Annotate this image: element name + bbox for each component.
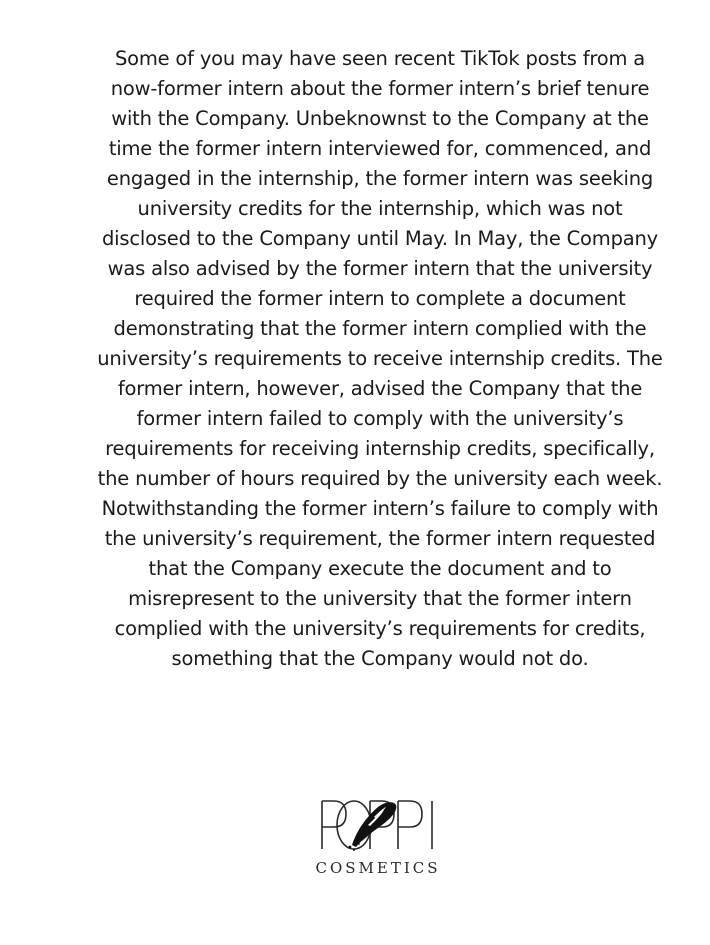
statement-line: requirements for receiving internship credits, specifically, [105,437,655,460]
statement-line: former intern failed to comply with the university’s [136,407,624,430]
statement-line: required the former intern to complete a document [134,287,626,310]
statement-line: demonstrating that the former intern complied with the [113,317,647,340]
statement-line: Some of you may have seen recent TikTok posts from a [114,47,646,70]
logo-subtitle: COSMETICS [315,859,441,877]
statement-line: now-former intern about the former intern’s brief tenure [110,77,650,100]
statement-line: that the Company execute the document and to [148,557,612,580]
statement-line: university credits for the internship, which was not [137,197,623,220]
statement-line: the university’s requirement, the former intern requested [104,527,656,550]
statement-line: was also advised by the former intern that the university [107,257,653,280]
statement-line: misrepresent to the university that the former intern [128,587,632,610]
statement-text [60,44,700,674]
statement-line: Notwithstanding the former intern’s failure to comply with [101,497,659,520]
statement-line: something that the Company would not do. [171,647,589,670]
statement-line: with the Company. Unbeknownst to the Company at the [111,107,649,130]
statement-line: engaged in the internship, the former intern was seeking [106,167,654,190]
logo-wordmark [312,795,444,853]
statement-line: former intern, however, advised the Company that the [117,377,643,400]
statement-line: university’s requirements to receive internship credits. The [97,347,663,370]
statement-line: disclosed to the Company until May. In May, the Company [101,227,658,250]
poppi-cosmetics-logo [306,789,450,885]
statement-line: complied with the university’s requirements for credits, [114,617,646,640]
statement-line: the number of hours required by the university each week. [97,467,663,490]
statement-line: time the former intern interviewed for, commenced, and [108,137,652,160]
